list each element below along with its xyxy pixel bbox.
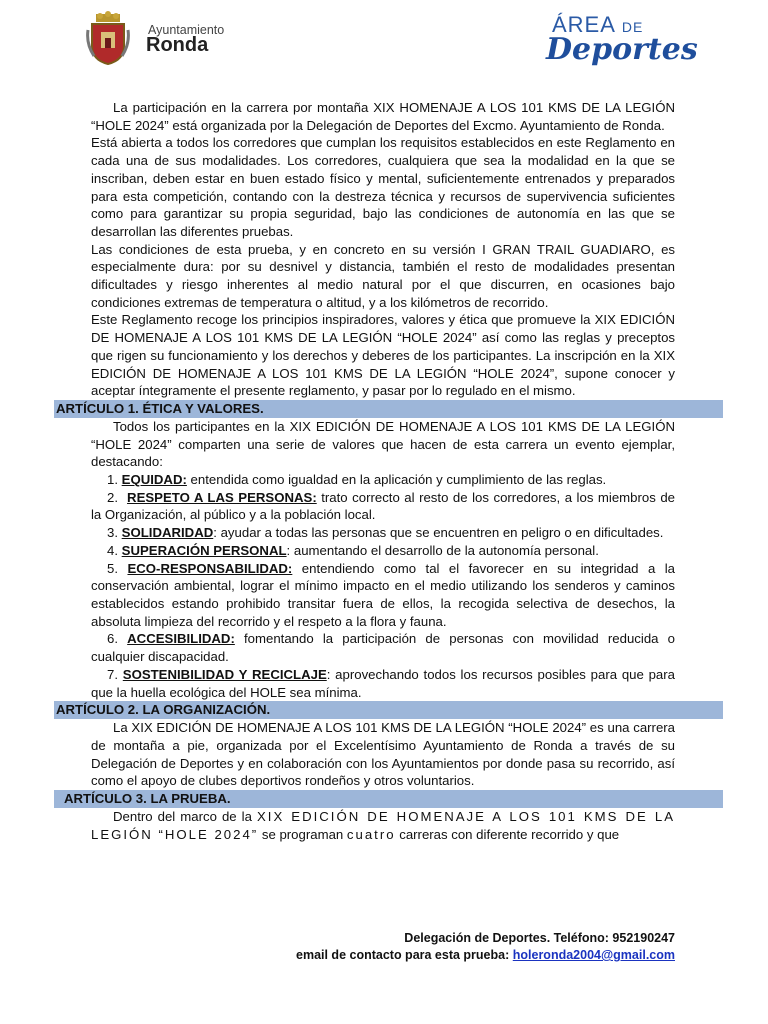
intro-paragraph-2: Está abierta a todos los corredores que cumplan los requisitos establecidos en este Reglamento en cada una de sus modalidades. Los corredores, cualquiera que sea la modalidad en la que se inscriban, deben estar en buen estado físico y mental, suficientemente entrenados y preparados para esta competición, contando con la destreza técnica y recursos de supervivencia suficientes como para garantizar su propia seguridad, bajo las condiciones de autonomía en las que se desarrollan las diferentes pruebas. [91, 135, 675, 239]
footer-phone: Delegación de Deportes. Teléfono: 952190247 [404, 931, 675, 945]
list-item: 4. SUPERACIÓN PERSONAL: aumentando el desarrollo de la autonomía personal. [107, 542, 599, 558]
logo-text-ayuntamiento: Ayuntamiento [148, 23, 225, 37]
article-2-heading: ARTÍCULO 2. LA ORGANIZACIÓN. [54, 701, 723, 719]
list-item: 1. EQUIDAD: entendida como igualdad en la aplicación y cumplimiento de las reglas. [107, 472, 607, 488]
coat-of-arms-icon [86, 10, 130, 66]
list-item: 6. ACCESIBILIDAD: fomentando la participación de personas con movilidad reducida o cualquier discapacidad. [91, 631, 675, 665]
list-item: 3. SOLIDARIDAD: ayudar a todas las personas que se encuentren en peligro o en dificultades. [107, 525, 664, 541]
footer-email-line: email de contacto para esta prueba: holeronda2004@gmail.com [296, 948, 675, 962]
list-item: 5. ECO-RESPONSABILIDAD: entendiendo como tal el favorecer en su integridad a la conservación ambiental, lograr el mínimo impacto en el medio utilizando los senderos y caminos establecidos estando prohibido transitar fuera de ellos, la recogida selectiva de desechos, la absoluta limpieza del recorrido y el respeto a la flora y fauna. [91, 560, 675, 629]
article-2-text: La XIX EDICIÓN DE HOMENAJE A LOS 101 KMS DE LA LEGIÓN “HOLE 2024” es una carrera de montaña a pie, organizada por el Excelentísimo Ayuntamiento de Ronda a través de su Delegación de Deportes y en colaboración con los Ayuntamientos por donde pasa su recorrido, así como el apoyo de clubes deportivos rondeños y otros voluntarios. [91, 720, 675, 789]
intro-paragraph-4: Este Reglamento recoge los principios inspiradores, valores y ética que promueve la XIX EDICIÓN DE HOMENAJE A LOS 101 KMS DE LA LEGIÓN “HOLE 2024” así como las reglas y preceptos que rigen su funcionamiento y los derechos y deberes de los participantes. La inscripción en la XIX EDICIÓN DE HOMENAJE A LOS 101 KMS DE LA LEGIÓN “HOLE 2024”, supone conocer y aceptar íntegramente el presente reglamento, y pasar por lo regulado en el mismo. [91, 312, 675, 399]
list-item: 7. SOSTENIBILIDAD Y RECICLAJE: aprovechando todos los recursos posibles para que para que la huella ecológica del HOLE sea mínima. [91, 666, 675, 700]
intro-paragraph-3: Las condiciones de esta prueba, y en concreto en su versión I GRAN TRAIL GUADIARO, es especialmente dura: por su desnivel y distancia, también el resto de modalidades presentan dificultades y riesgo inherentes al medio natural por el que discurren, en ocasiones bajo condiciones extremas de temperatura o altitud, y a los kilómetros de recorrido. [91, 241, 675, 310]
document-body [56, 99, 676, 843]
logo-text-deportes: Deportes [546, 32, 698, 67]
area-deportes-logo [546, 10, 698, 70]
article-3-heading: ARTÍCULO 3. LA PRUEBA. [54, 790, 723, 808]
article-1-intro: Todos los participantes en la XIX EDICIÓN DE HOMENAJE A LOS 101 KMS DE LA LEGIÓN “HOLE 2024” comparten una serie de valores que hacen de esta carrera un evento ejemplar, destacando: [91, 418, 675, 470]
footer-contact [296, 930, 675, 964]
logo-text-ronda: Ronda [146, 34, 209, 56]
ayuntamiento-logo [86, 10, 226, 66]
article-1-heading: ARTÍCULO 1. ÉTICA Y VALORES. [54, 400, 723, 418]
intro-paragraph-1: La participación en la carrera por montaña XIX HOMENAJE A LOS 101 KMS DE LA LEGIÓN “HOLE 2024” está organizada por la Delegación de Deportes del Excmo. Ayuntamiento de Ronda. [91, 100, 675, 133]
article-3-text: Dentro del marco de la XIX EDICIÓN DE HOMENAJE A LOS 101 KMS DE LA LEGIÓN “HOLE 2024” se programan cuatro carreras con diferente recorrido y que [91, 809, 675, 842]
logo-text-area: ÁREA DE [552, 12, 644, 37]
list-item: 2. RESPETO A LAS PERSONAS: trato correcto al resto de los corredores, a los miembros de la Organización, al público y a la población local. [91, 489, 676, 523]
email-link[interactable]: holeronda2004@gmail.com [512, 948, 675, 962]
